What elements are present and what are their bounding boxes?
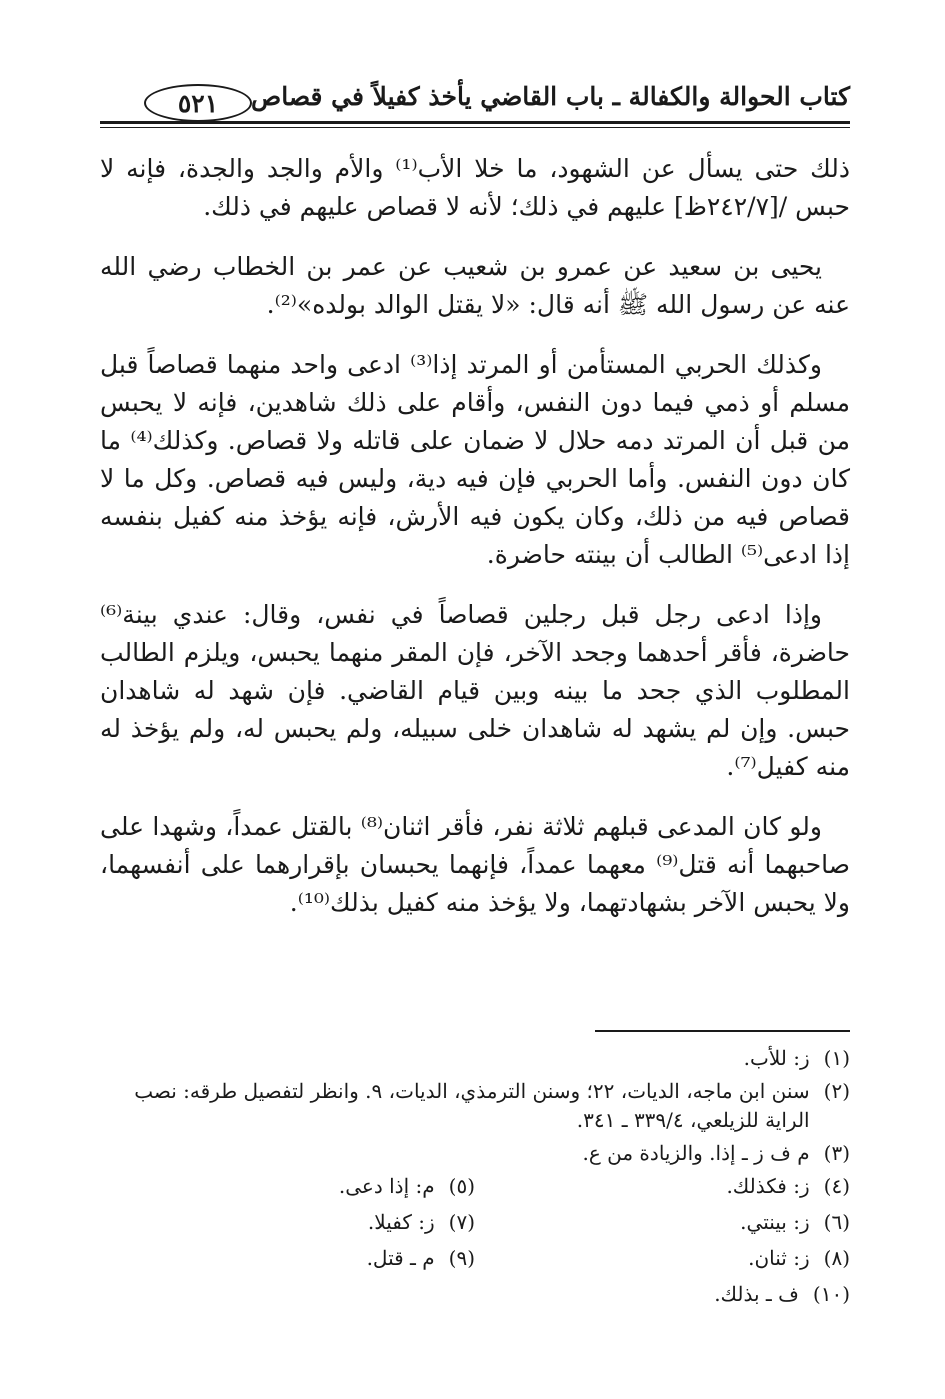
footnote-text: ف ـ بذلك. [714,1282,799,1306]
footnote [100,1280,850,1309]
header-rule [100,121,850,124]
paragraph: يحيى بن سعيد عن عمرو بن شعيب عن عمر بن الخطاب رضي الله عنه عن رسول الله ﷺ أنه قال: «لا يقتل الوالد بولده»⁽²⁾. [100,252,850,319]
paragraph: ولو كان المدعى قبلهم ثلاثة نفر، فأقر اثنان⁽⁸⁾ بالقتل عمداً، وشهدا على صاحبهما أنه قتل⁽⁹⁾ معهما عمداً، فإنهما يحبسان بإقرارهما على أنفسهما، ولا يحبس الآخر بشهادتهما، ولا يؤخذ منه كفيل بذلك⁽¹⁰⁾. [100,812,850,917]
footnote-separator [595,1030,850,1032]
footnote-text: ز: للأب. [743,1046,810,1070]
footnote-text: ز: كفيلا. [367,1210,435,1234]
footnote-text: م: إذا دعى. [338,1174,435,1198]
footnote-number: (٤) [823,1174,850,1198]
footnote [100,1172,475,1201]
footnote-row [100,1172,850,1201]
footnote-text: سنن ابن ماجه، الديات، ٢٢؛ وسنن الترمذي، الديات، ٩. وانظر لتفصيل طرقه: نصب الراية للزيلعي، ٣٣٩/٤ ـ ٣٤١. [134,1079,810,1132]
page-header [100,82,850,118]
footnote [100,1244,475,1273]
footnote-row [100,1244,850,1273]
footnote [100,1139,850,1168]
footnote-number: (٩) [448,1246,475,1270]
footnote-number: (٧) [448,1210,475,1234]
footnote-number: (٢) [823,1079,850,1103]
footnote-text: ز: بينتي. [740,1210,810,1234]
main-text [100,150,850,938]
footnote-text: ز: ثنان. [748,1246,810,1270]
header-rule-thin [100,127,850,128]
paragraph: ذلك حتى يسأل عن الشهود، ما خلا الأب⁽¹⁾ والأم والجد والجدة، فإنه لا حبس /[٢٤٢/٧ظ] عليهم في ذلك؛ لأنه لا قصاص عليهم في ذلك. [100,154,850,221]
footnote [475,1244,850,1273]
footnote-number: (٣) [823,1141,850,1165]
footnote [100,1077,850,1135]
footnote-row [100,1208,850,1237]
footnote-text: م ـ قتل. [366,1246,435,1270]
footnote-text: م ف ز ـ إذا. والزيادة من ع. [582,1141,810,1165]
footnote-text: ز: فكذلك. [726,1174,810,1198]
footnote-number: (٥) [448,1174,475,1198]
footnote [100,1208,475,1237]
running-title: كتاب الحوالة والكفالة ـ باب القاضي يأخذ كفيلاً في قصاص [251,82,850,111]
footnote-number: (١) [823,1046,850,1070]
paragraph: وإذا ادعى رجل قبل رجلين قصاصاً في نفس، وقال: عندي بينة⁽⁶⁾ حاضرة، فأقر أحدهما وجحد الآخر، فإن المقر منهما يحبس، ويلزم الطالب المطلوب الذي جحد ما بينه وبين قيام القاضي. فإن شهد له شاهدان حبس. وإن لم يشهد له شاهدان خلى سبيله، ولم يحبس له، ولم يؤخذ له منه كفيل⁽⁷⁾. [100,600,850,781]
paragraph: وكذلك الحربي المستأمن أو المرتد إذا⁽³⁾ ادعى واحد منهما قصاصاً قبل مسلم أو ذمي فيما دون النفس، وأقام على ذلك شاهدين، فإنه لا يحبس من قبل أن المرتد دمه حلال لا ضمان على قاتله ولا قصاص. وكذلك⁽⁴⁾ ما كان دون النفس. وأما الحربي فإن فيه دية، وليس فيه قصاص. وكل ما لا قصاص فيه من ذلك، وكان يكون فيه الأرش، فإنه يؤخذ منه كفيل بنفسه إذا ادعى⁽⁵⁾ الطالب أن بينته حاضرة. [100,350,850,569]
footnote-number: (٦) [823,1210,850,1234]
footnote [475,1172,850,1201]
page-number: ٥٢١ [144,84,252,122]
footnotes [100,1044,850,1313]
footnote [475,1208,850,1237]
footnote [100,1044,850,1073]
footnote-number: (١٠) [812,1282,850,1306]
footnote-number: (٨) [823,1246,850,1270]
